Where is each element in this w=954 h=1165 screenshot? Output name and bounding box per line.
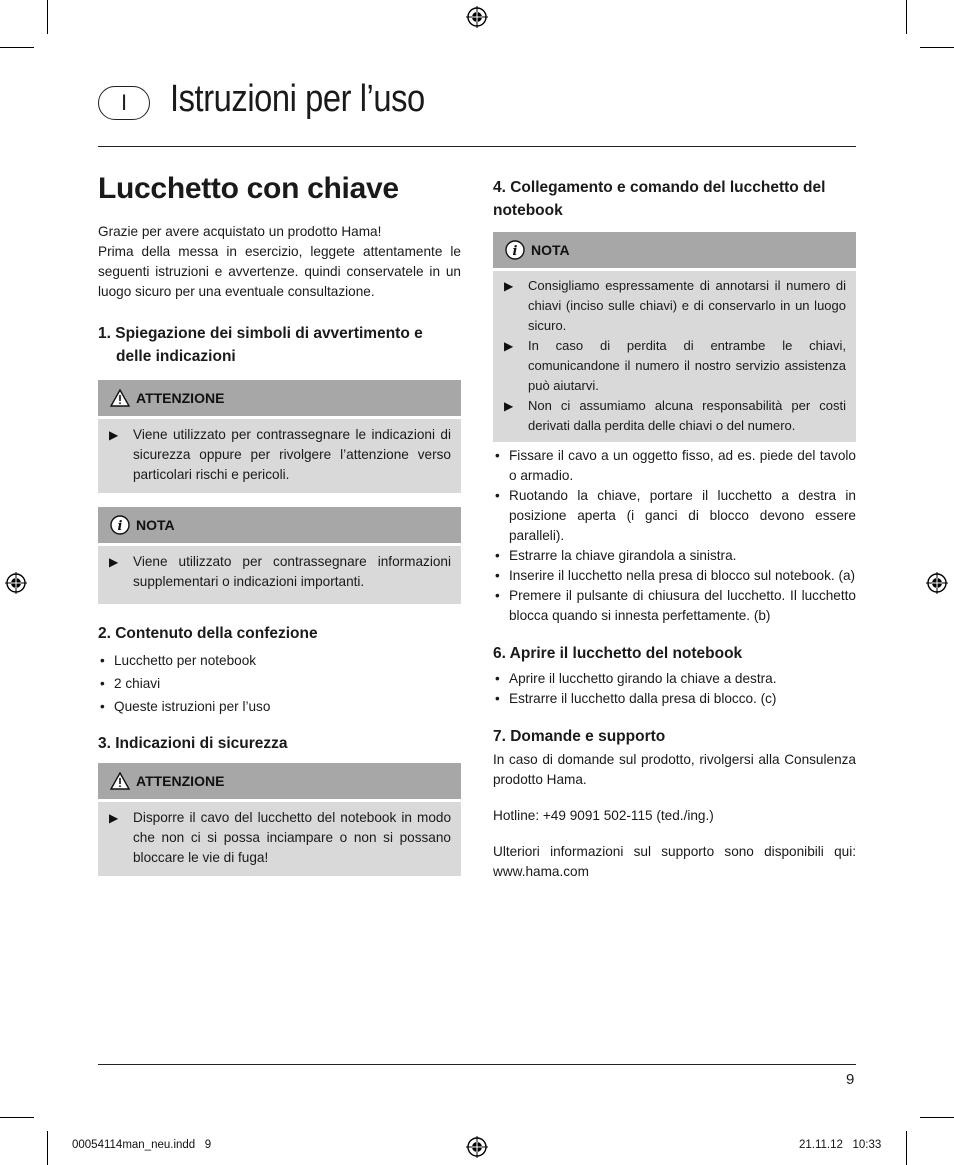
- note-box: [98, 507, 461, 604]
- right-column: [493, 176, 856, 882]
- language-badge: [98, 86, 150, 120]
- page-number: 9: [846, 1071, 855, 1088]
- info-circle-icon: [505, 240, 525, 260]
- list-item: [503, 336, 846, 396]
- registration-mark-icon: [926, 572, 948, 594]
- list-item: [108, 808, 451, 868]
- section-title: 7. Domande e supporto: [493, 728, 666, 745]
- warning-label: ATTENZIONE: [136, 390, 225, 406]
- open-lock-list: [493, 669, 856, 709]
- crop-mark: [47, 1131, 48, 1165]
- registration-mark-icon: [466, 6, 488, 28]
- triangle-right-icon: ▶: [504, 339, 514, 353]
- note-label: NOTA: [531, 242, 570, 258]
- crop-mark: [0, 47, 34, 48]
- registration-mark-icon: [5, 572, 27, 594]
- list-item: [503, 276, 846, 336]
- list-item: • Premere il pulsante di chiusura del lucchetto. Il lucchetto blocca quando si innesta perfettamente. (b): [493, 586, 856, 626]
- note-box-header: [493, 232, 856, 271]
- list-item: • Lucchetto per notebook: [98, 649, 461, 672]
- triangle-right-icon: ▶: [109, 428, 119, 442]
- svg-text:i: i: [117, 519, 123, 534]
- warning-box: [98, 380, 461, 493]
- support-paragraph: In caso di domande sul prodotto, rivolgersi alla Consulenza prodotto Hama.: [493, 752, 856, 787]
- list-item: • Queste istruzioni per l’uso: [98, 695, 461, 718]
- crop-mark: [906, 1131, 907, 1165]
- list-item-text: Viene utilizzato per contrassegnare informazioni supplementari o indicazioni importanti.: [133, 554, 451, 589]
- language-code: I: [120, 90, 128, 115]
- package-contents-list: [98, 649, 461, 718]
- list-item: [503, 396, 846, 436]
- list-item: • Aprire il lucchetto girando la chiave a destra.: [493, 669, 856, 689]
- triangle-right-icon: ▶: [109, 811, 119, 825]
- note-label: NOTA: [136, 517, 175, 533]
- triangle-right-icon: ▶: [109, 555, 119, 569]
- warning-box: [98, 763, 461, 876]
- date-slug: 21.11.12 10:33: [799, 1139, 882, 1151]
- intro-paragraph: Grazie per avere acquistato un prodotto Hama!: [98, 224, 382, 239]
- list-item-text: Viene utilizzato per contrassegnare le indicazioni di sicurezza oppure per rivolgere l’attenzione verso particolari rischi e pericoli.: [133, 427, 451, 482]
- warning-triangle-icon: [110, 772, 130, 790]
- warning-triangle-icon: [110, 389, 130, 407]
- note-box: [493, 232, 856, 442]
- triangle-right-icon: ▶: [504, 399, 514, 413]
- list-item-text: In caso di perdita di entrambe le chiavi, comunicandone il numero il nostro servizio assistenza può aiutarvi.: [528, 338, 846, 393]
- list-item: • Inserire il lucchetto nella presa di blocco sul notebook. (a): [493, 566, 856, 586]
- list-item: [108, 425, 451, 485]
- crop-mark: [906, 0, 907, 34]
- support-info-text: Ulteriori informazioni sul supporto sono disponibili qui: www.hama.com: [493, 844, 856, 879]
- warning-label: ATTENZIONE: [136, 773, 225, 789]
- crop-mark: [0, 1117, 34, 1118]
- section-title: 4. Collegamento e comando del lucchetto del notebook: [493, 179, 826, 219]
- section-title: 2. Contenuto della confezione: [98, 625, 318, 642]
- intro-paragraph: Prima della messa in esercizio, leggete attentamente le seguenti istruzioni e avvertenze. quindi conservatele in un luogo sicuro per una eventuale consultazione.: [98, 244, 461, 299]
- left-column: [98, 160, 461, 876]
- crop-mark: [920, 1117, 954, 1118]
- info-circle-icon: [110, 515, 130, 535]
- list-item: [108, 552, 451, 592]
- section-title: 3. Indicazioni di sicurezza: [98, 735, 288, 752]
- section-title: 1. Spiegazione dei simboli di avvertimento e delle indicazioni: [98, 325, 423, 365]
- list-item: • Ruotando la chiave, portare il lucchetto a destra in posizione aperta (i ganci di blocco devono essere paralleli).: [493, 486, 856, 546]
- svg-text:i: i: [512, 244, 518, 259]
- list-item: • Fissare il cavo a un oggetto fisso, ad es. piede del tavolo o armadio.: [493, 446, 856, 486]
- note-box-header: [98, 507, 461, 546]
- list-item: • 2 chiavi: [98, 672, 461, 695]
- list-item-text: Non ci assumiamo alcuna responsabilità per costi derivati dalla perdita delle chiavi o del numero.: [528, 398, 846, 433]
- crop-mark: [47, 0, 48, 34]
- product-title: Lucchetto con chiave: [98, 172, 399, 205]
- document-title: Istruzioni per l’uso: [170, 78, 425, 120]
- instruction-list: [493, 446, 856, 626]
- hotline-text: Hotline: +49 9091 502-115 (ted./ing.): [493, 808, 714, 823]
- warning-box-header: [98, 380, 461, 419]
- list-item-text: Consigliamo espressamente di annotarsi il numero di chiavi (inciso sulle chiavi) e di conservarlo in un luogo sicuro.: [528, 278, 846, 333]
- crop-mark: [920, 47, 954, 48]
- footer-rule: [98, 1064, 856, 1065]
- warning-box-header: [98, 763, 461, 802]
- file-slug: 00054114man_neu.indd 9: [72, 1139, 212, 1151]
- header-rule: [98, 146, 856, 147]
- section-title: 6. Aprire il lucchetto del notebook: [493, 645, 743, 662]
- registration-mark-icon: [466, 1136, 488, 1158]
- list-item: • Estrarre la chiave girandola a sinistra.: [493, 546, 856, 566]
- triangle-right-icon: ▶: [504, 279, 514, 293]
- list-item-text: Disporre il cavo del lucchetto del notebook in modo che non ci si possa inciampare o non si possano bloccare le vie di fuga!: [133, 810, 451, 865]
- list-item: • Estrarre il lucchetto dalla presa di blocco. (c): [493, 689, 856, 709]
